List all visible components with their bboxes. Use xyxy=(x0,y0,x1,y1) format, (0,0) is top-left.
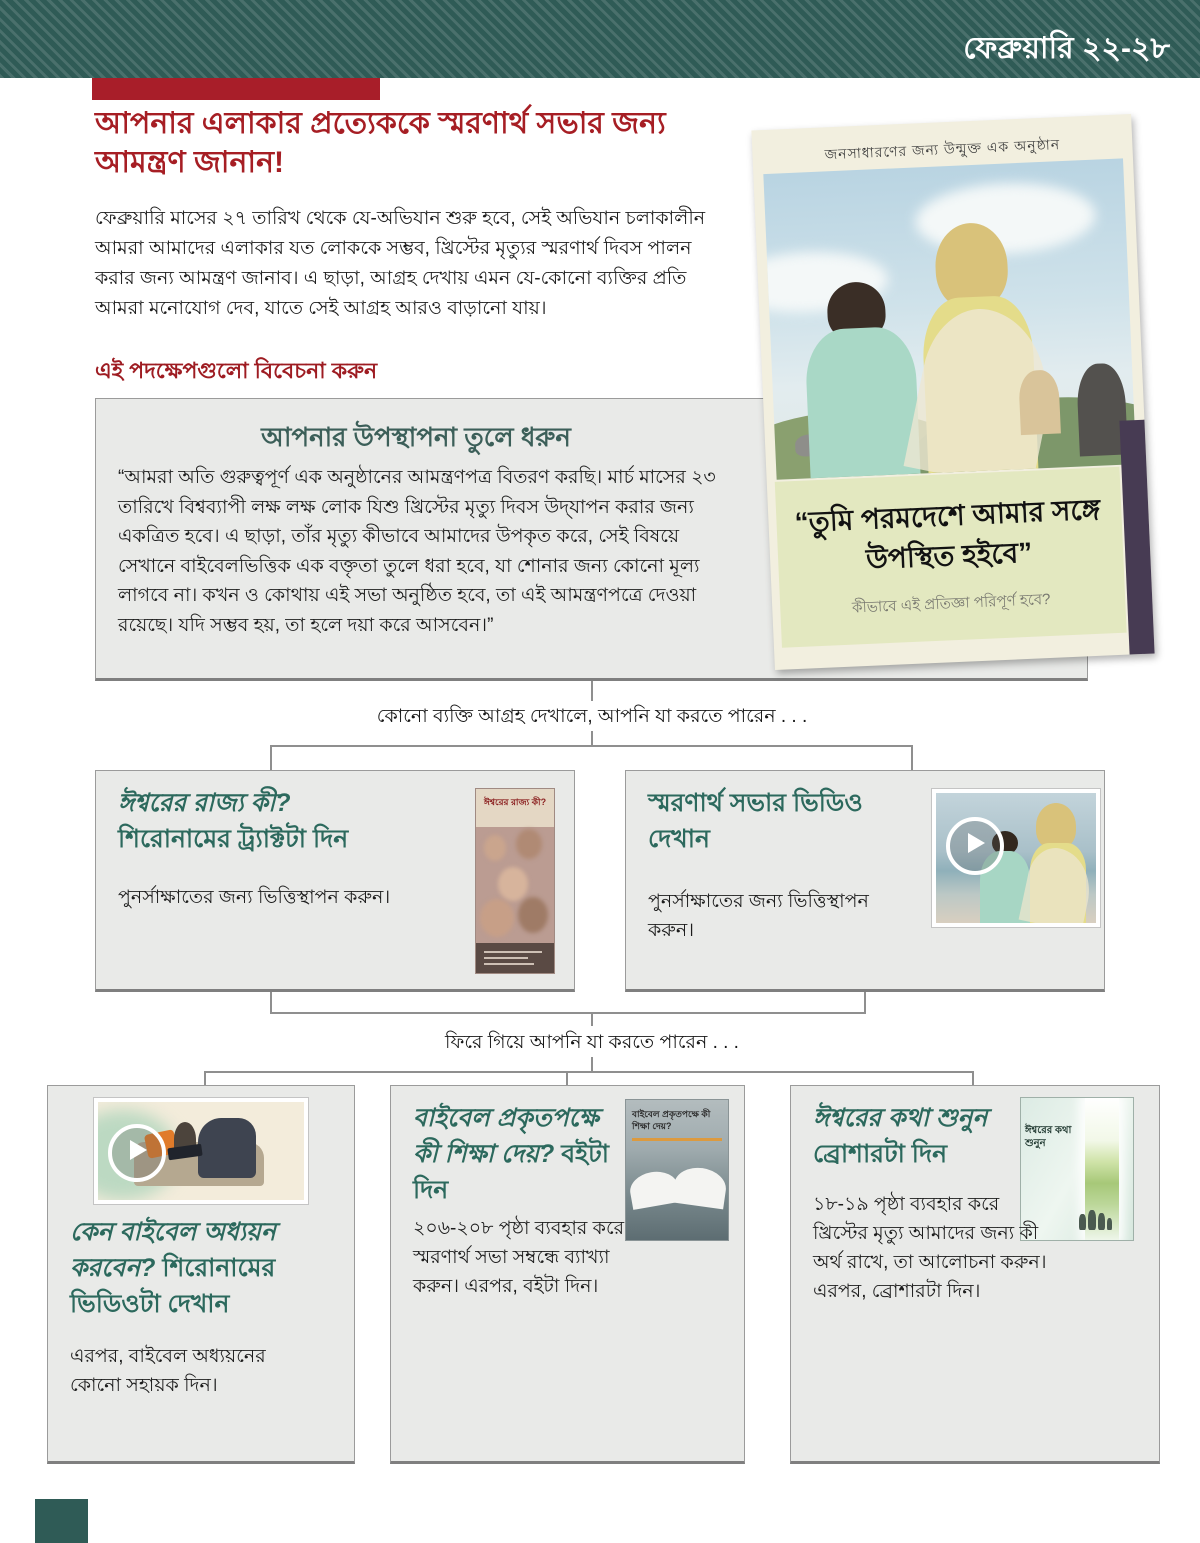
presentation-script: “আমরা অতি গুরুত্বপূর্ণ এক অনুষ্ঠানের আমন্ত্রণপত্র বিতরণ করছি। মার্চ মাসের ২৩ তারিখে বিশ্বব্যাপী লক্ষ লক্ষ লোক যিশু খ্রিস্টের মৃত্যু দিবস উদ্‌যাপন করার জন্য একত্রিত হবে। এ ছাড়া, তাঁর মৃত্যু কীভাবে আমাদের উপকৃত করে, সেই বিষয়ে সেখানে বাইবেলভিত্তিক এক বক্তৃতা তুলে ধরা হবে, যা শোনার জন্য কোনো মূল্য লাগবে না। কখন ও কোথায় এই সভা অনুষ্ঠিত হবে, তা এই আমন্ত্রণপত্রে দেওয়া রয়েছে। যদি সম্ভব হয়, তা হলে দয়া করে আসবেন।” xyxy=(118,467,716,636)
tract-cover-top xyxy=(476,789,554,827)
tract-step-box xyxy=(95,770,575,992)
tract-cover-image xyxy=(476,789,554,973)
why-study-heading xyxy=(70,1214,320,1322)
play-icon[interactable] xyxy=(946,817,1004,875)
book-cover-orange-rule xyxy=(632,1138,722,1141)
invitation-question: কীভাবে এই প্রতিজ্ঞা পরিপূর্ণ হবে? xyxy=(851,590,1051,617)
listen-brochure-step-box xyxy=(790,1085,1160,1464)
page-header xyxy=(0,0,1200,78)
book-page-right xyxy=(672,1165,728,1210)
why-study-video-thumbnail[interactable] xyxy=(94,1098,308,1204)
listen-brochure-heading xyxy=(813,1100,1043,1172)
family-silhouette xyxy=(1088,1210,1096,1230)
flow-line xyxy=(591,681,593,701)
invitation-tagline: জনসাধারণের জন্য উন্মুক্ত এক অনুষ্ঠান xyxy=(824,136,1061,163)
tract-cover-footer xyxy=(476,943,554,973)
teach-book-step-box xyxy=(390,1085,745,1464)
memorial-invitation-image xyxy=(751,114,1154,670)
flow-line xyxy=(972,1071,974,1085)
footer-teal-square xyxy=(35,1499,88,1543)
play-icon[interactable] xyxy=(108,1124,166,1182)
tract-face xyxy=(480,899,514,937)
flow-line xyxy=(566,1071,568,1085)
memorial-video-step-box xyxy=(625,770,1105,992)
flow-line xyxy=(204,1071,206,1085)
tract-face xyxy=(518,897,548,933)
teach-book-action: বইটা দিন xyxy=(413,1140,610,1204)
red-accent-bar xyxy=(92,78,380,100)
family-silhouette xyxy=(1107,1218,1112,1230)
flow-line xyxy=(270,1012,866,1014)
presentation-heading: আপনার উপস্থাপনা তুলে ধরুন xyxy=(261,422,571,452)
listen-brochure-action: ব্রোশারটা দিন xyxy=(813,1140,947,1168)
flow-line xyxy=(864,992,866,1012)
invitation-quote: “তুমি পরমদেশে আমার সঙ্গে উপস্থিত হইবে” xyxy=(794,493,1101,575)
steps-heading: এই পদক্ষেপগুলো বিবেচনা করুন xyxy=(95,358,378,383)
flow-line xyxy=(591,731,593,746)
connector-text-1: কোনো ব্যক্তি আগ্রহ দেখালে, আপনি যা করতে পারেন . . . xyxy=(376,706,808,727)
tract-title: ঈশ্বরের রাজ্য কী? xyxy=(118,789,291,817)
tract-step-heading xyxy=(118,785,448,857)
intro-paragraph: ফেব্রুয়ারি মাসের ২৭ তারিখ থেকে যে-অভিযান শুরু হবে, সেই অভিযান চলাকালীন আমরা আমাদের এলাকার যত লোককে সম্ভব, খ্রিস্টের মৃত্যুর স্মরণার্থ দিবস পালন করার জন্য আমন্ত্রণ জানাব। এ ছাড়া, আগ্রহ দেখায় এমন যে-কোনো ব্যক্তির প্রতি আমরা মনোযোগ দেব, যাতে সেই আগ্রহ আরও বাড়ানো যায়। xyxy=(95,208,706,319)
why-study-action: শিরোনামের ভিডিওটা দেখান xyxy=(70,1254,276,1318)
tract-face xyxy=(516,829,542,859)
teach-book-body: ২০৬-২০৮ পৃষ্ঠা ব্যবহার করে স্মরণার্থ সভা সম্বন্ধে ব্যাখ্যা করুন। এরপর, বইটা দিন। xyxy=(413,1218,625,1297)
why-study-step-box xyxy=(47,1085,355,1464)
invitation-photo xyxy=(763,158,1136,479)
tract-face xyxy=(484,835,506,861)
tract-step-body: পুনর্সাক্ষাতের জন্য ভিত্তিস্থাপন করুন। xyxy=(118,887,391,908)
connector-text-2: ফিরে গিয়ে আপনি যা করতে পারেন . . . xyxy=(445,1032,739,1053)
family-silhouette xyxy=(1098,1213,1105,1230)
family-silhouette xyxy=(1079,1214,1086,1230)
brochure-cover-title: ঈশ্বরের কথা শুনুন xyxy=(1025,1125,1072,1149)
date-range: ফেব্রুয়ারি ২২-২৮ xyxy=(963,32,1170,65)
flow-line xyxy=(270,745,272,770)
couch-man xyxy=(198,1118,256,1178)
tract-action: শিরোনামের ট্র্যাক্টটা দিন xyxy=(118,825,349,853)
flow-line xyxy=(270,992,272,1012)
invitation-quote-panel xyxy=(775,467,1127,648)
bystander-hat xyxy=(1018,369,1061,435)
memorial-video-heading: স্মরণার্থ সভার ভিডিও দেখান xyxy=(648,789,863,853)
listen-brochure-body: ১৮-১৯ পৃষ্ঠা ব্যবহার করে খ্রিস্টের মৃত্যু আমাদের জন্য কী অর্থ রাখে, তা আলোচনা করুন। এরপর, ব্রোশারটা দিন। xyxy=(813,1194,1047,1302)
flow-line xyxy=(591,1057,593,1071)
memorial-video-body: পুনর্সাক্ষাতের জন্য ভিত্তিস্থাপন করুন। xyxy=(648,891,869,941)
teach-book-title: বাইবেল প্রকৃতপক্ষে কী শিক্ষা দেয়? xyxy=(413,1104,599,1168)
tract-cover-title: ঈশ্বরের রাজ্য কী? xyxy=(483,797,547,807)
flow-line xyxy=(270,745,913,747)
page-title: আপনার এলাকার প্রত্যেককে স্মরণার্থ সভার জন্য আমন্ত্রণ জানান! xyxy=(95,107,666,179)
flow-line xyxy=(911,745,913,770)
book-cover-title: বাইবেল প্রকৃতপক্ষে কী শিক্ষা দেয়? xyxy=(632,1109,711,1131)
tract-face xyxy=(498,867,528,901)
memorial-video-thumbnail[interactable] xyxy=(932,789,1100,927)
why-study-body: এরপর, বাইবেল অধ্যয়নের কোনো সহায়ক দিন। xyxy=(70,1346,266,1396)
listen-brochure-title: ঈশ্বরের কথা শুনুন xyxy=(813,1104,988,1132)
flow-line xyxy=(591,1012,593,1026)
why-study-title: কেন বাইবেল অধ্যয়ন করবেন? xyxy=(70,1218,276,1282)
teach-book-heading xyxy=(413,1100,618,1208)
flow-line xyxy=(204,1071,974,1073)
man-shirt xyxy=(804,326,920,480)
